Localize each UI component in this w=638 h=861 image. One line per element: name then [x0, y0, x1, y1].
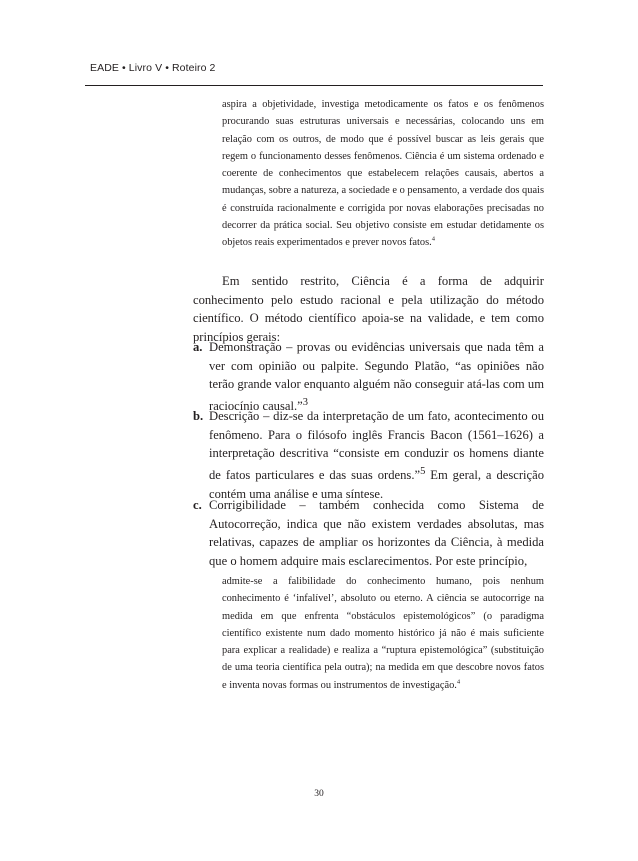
principle-text: Corrigibilidade – também conhecida como Sistema de Autocorreção, indica que não existem verdades absolutas, mas relativas, capazes de ampliar os horizontes da Ciência, à medida que o homem adquire mais esclarecimentos. Por este princípio,	[209, 498, 544, 568]
block-quote-bottom	[222, 573, 544, 694]
principle-item-a	[193, 338, 544, 416]
principle-marker: a.	[193, 340, 203, 354]
block-quote-bottom-text: admite-se a falibilidade do conhecimento humano, pois nenhum conhecimento é ‘infalível’, absoluto ou eterno. A ciência se autocorrige na medida em que enfrenta “obstáculos epistemológicos” (o paradigma científico existente num dado momento histórico já não é mais suficiente para explicar a realidade) e realiza a “ruptura epistemológica” (substituição de uma teoria científica pela outra); na medida em que descobre novos fatos e inventa novas formas ou instrumentos de investigação.	[222, 576, 544, 691]
block-quote-top-text: aspira a objetividade, investiga metodicamente os fatos e os fenômenos procurando suas estruturas universais e necessárias, colocando uns em relação com os outros, de modo que é possível buscar as leis gerais que regem o funcionamento desses fenômenos. Ciência é um sistema ordenado e coerente de conhecimentos que estabelecem relações causais, abertos a mudanças, sobre a natureza, a sociedade e o pensamento, a verdade dos quais é construída racionalmente e corrigida por novas elaborações precisadas no decorrer da prática social. Seu objetivo consiste em estudar detidamente os objetos reais experimentados e prever novos fatos.	[222, 99, 544, 249]
page-number: 30	[314, 789, 324, 799]
block-quote-top	[222, 96, 544, 252]
principle-text: Demonstração – provas ou evidências universais que nada têm a ver com opinião ou palpite. Segundo Platão, “as opiniões não terão grande valor enquanto alguém não conseguir atá-las com um raciocínio causal.”	[209, 340, 544, 413]
footnote-ref: 5	[420, 465, 426, 477]
header-rule	[85, 85, 543, 86]
principle-text-continued: Em geral, a descrição contém uma análise e uma síntese.	[209, 467, 544, 501]
principle-text: Descrição – diz-se da interpretação de um fato, acontecimento ou fenômeno. Para o filósofo inglês Francis Bacon (1561–1626) a interpretação descritiva “consiste em conduzir os homens diante de fatos particulares e das suas ordens.”	[209, 409, 544, 482]
running-header: EADE • Livro V • Roteiro 2	[90, 62, 216, 74]
intro-paragraph-text: Em sentido restrito, Ciência é a forma de adquirir conhecimento pelo estudo racional e pela utilização do método científico. O método científico apoia-se na validade, e tem como princípios gerais:	[193, 274, 544, 344]
intro-paragraph	[193, 272, 544, 346]
principle-marker: b.	[193, 409, 204, 423]
footnote-ref: 4	[431, 235, 436, 243]
principle-item-b	[193, 407, 544, 503]
principle-item-c	[193, 496, 544, 570]
principle-marker: c.	[193, 498, 202, 512]
footnote-ref: 4	[456, 678, 461, 686]
footnote-ref: 3	[302, 396, 308, 408]
